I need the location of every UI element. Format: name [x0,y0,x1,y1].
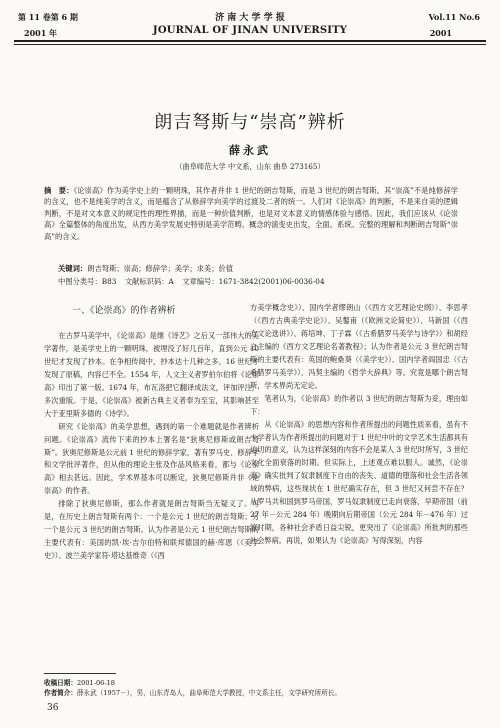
section-heading: 一、《论崇高》的作者辨析 [72,306,176,316]
footnote [44,678,341,698]
body-column-right [250,302,468,548]
author-bio [44,688,341,698]
author-bio-text: 薛永武（1957－），男，山东青岛人，曲阜师范大学教授，中文系主任，文学研究所所长。 [76,689,342,697]
article-number: 文章编号：1671-3842(2001)06-0036-04 [182,277,325,286]
keywords-text: 朗吉弩斯；崇高；修辞学；美学；求美；价值 [87,264,234,273]
page-number: 36 [47,703,59,713]
body-column-left [44,302,259,563]
author-affiliation: （曲阜师范大学 中文系，山东 曲阜 273165） [175,162,325,171]
body-paragraph: 排除了狄奥尼修斯，那么作者就是朗吉弩斯当无疑义了。可是，在历史上朗吉弩斯有两个：一个是公元 1 世纪的朗吉弩斯；另一个是公元 3 世纪的朗吉弩斯。认为作者是公元 1 世纪朗吉弩斯的主要代表有：美国的凯·埃·吉尔伯特和联邦德国的赫·库恩（《美学史》）、波兰美学家符·塔达基维奇（《西 [44,499,259,561]
article-author: 薛永武 [229,144,271,157]
author-bio-label: 作者简介： [44,689,77,697]
header-journal-en: JOURNAL OF JINAN UNIVERSITY [152,25,348,36]
received-label: 收稿日期： [44,679,77,687]
keywords [58,264,233,274]
keywords-label: 关键词： [58,264,88,273]
header-journal-cn: 济 南 大 学 学 报 [215,13,285,23]
classification-line [58,277,331,287]
body-paragraph: 从《论崇高》的思想内容和作者所提出的问题性质来看，虽有不少学者认为作者所提出的问题对于 1 世纪中叶的文学艺术生活都具有迫切的意义，认为这样深刻的内容不会是某人 3 世纪时所写，3 世纪文化全面衰落的时期。但实际上，上述观点难以服人。诚然，《论崇高》确实批判了奴隶制度下自由的丧失、道德的堕落和社会生活各领域的弊病，这些现状在 1 世纪确实存在，但 3 世纪又何尝不存在？从罗马共和国到罗马帝国，罗马奴隶制度已走向衰落，早期帝国（前 27 年－公元 284 年）晚期向后期帝国（公元 284 年－476 年）过渡时期，各种社会矛盾日益尖锐，更突出了《论崇高》所批判的那些社会弊病。再说，如果认为《论崇高》写得深刻，内容 [250,419,468,546]
running-header [14,6,486,58]
abstract [44,185,458,242]
header-volume: 第 11 卷第 6 期 [18,12,78,22]
header-year-en: 2001 [429,28,452,38]
document-code: 文献标识码：A [124,277,174,286]
body-paragraph: 笔者认为，《论崇高》的作者以 3 世纪的朗吉弩斯为妥，理由如下： [250,393,468,416]
body-paragraph: 在古罗马美学中，《论崇高》是继《诗艺》之后又一部伟大的美学著作，是美学史上的一颗明珠，被埋没了好几百年，直到公元 10 世纪才发现了抄本。在争相传阅中，抄本达十几种之多。16 世纪才发现了原稿，内容已不全。1554 年，人文主义者罗伯尔伯将《论崇高》印出了第一版。1674 年，布瓦洛把它翻译成法文，评加评注，多次重版。于是，《论崇高》被新古典主义者奉为至宝，其影响甚至大于亚里斯多德的《诗学》。 [44,330,259,418]
header-year: 2001 年 [24,28,58,38]
body-paragraph: 方美学概念史》）、国内学者缪朗山（《西方文艺理论史纲》）、李思孝（《西方古典美学史论》）、吴鏊甫（《欧洲文论简史》）、马新国（《西方文论选讲》）、蒋培坤、丁子霖（《古希腊罗马美学与诗学》）和胡经之主编的《西方文艺理论名著教程》；认为作者是公元 3 世纪朗吉弩斯的主要代表有：英国的鲍桑葵（《美学史》）、国内学者阎国忠（《古希腊罗马美学》）、冯契主编的《哲学大辞典》等。究竟是哪个朗吉弩斯，学术界尚无定论。 [250,303,468,390]
header-volume-en: Vol.11 No.6 [428,12,480,22]
clc-number: 中图分类号：B83 [58,277,117,286]
footnote-rule [44,673,116,674]
header-rule [14,40,486,45]
article-title: 朗吉弩斯与“崇高”辨析 [154,112,346,133]
abstract-label: 摘 要： [44,186,74,195]
received-value: 2001-06-18 [76,679,115,687]
received-date [44,678,341,688]
abstract-text: 《论崇高》作为美学史上的一颗明珠，其作者并非 1 世纪的朗吉弩斯，而是 3 世纪的朗吉弩斯。其“崇高”不是纯修辞学的含义，也不是纯美学的含义，而是蕴含了从修辞学向美学的过渡及二者的统一。人们对《论崇高》的判断，不是来自美的逻辑判断，不是对文本意义的规定性的理性界描，而是一种价值判断，也是对文本意义的情感体验与感悟。因此，我们应该从《论崇高》全篇整体的角度出发，从西方美学发展史特别是美学范畴、概念的演变史出发，全面、系统、完整的理解和判断朗吉弩斯“崇高”的含义。 [44,186,459,241]
body-paragraph: 研究《论崇高》的美学思想，遇到的第一个难题就是作者辨析问题。《论崇高》流传下来的抄本上署名是“狄奥尼修斯或朗吉弩斯”。狄奥尼修斯是公元前 1 世纪的修辞学家，著有罗马史、修辞学和文学批评著作，但从他的理论主张及作品风格来看，都与《论崇高》相去甚远。因此，学术界基本可以断定，狄奥尼修斯并非《论崇高》的作者。 [44,421,259,496]
